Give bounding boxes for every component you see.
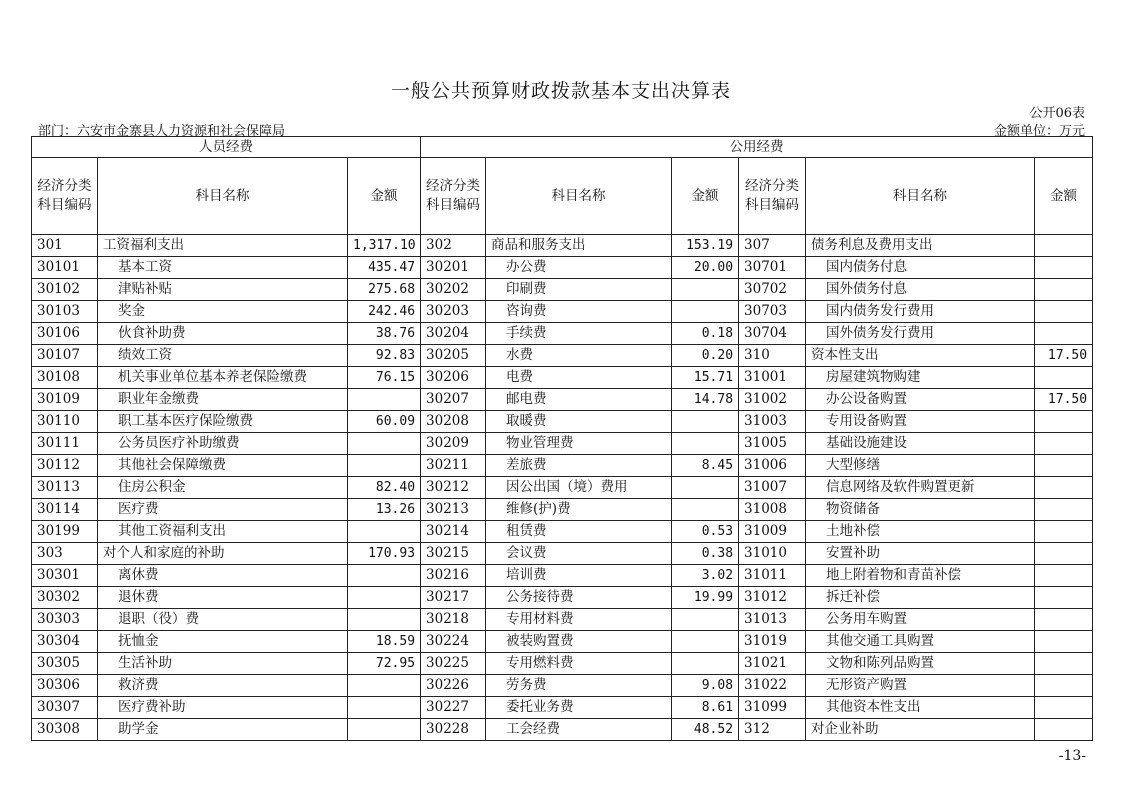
item-name-cell: 房屋建筑物购建 bbox=[806, 367, 1035, 389]
table-body bbox=[32, 235, 1093, 741]
item-name-cell: 被装购置费 bbox=[486, 631, 672, 653]
economic-code-cell: 31013 bbox=[739, 609, 806, 631]
item-name-cell: 办公设备购置 bbox=[806, 389, 1035, 411]
item-name-cell: 退休费 bbox=[98, 587, 348, 609]
economic-code-cell: 31007 bbox=[739, 477, 806, 499]
item-name-cell: 手续费 bbox=[486, 323, 672, 345]
item-name-cell: 维修(护)费 bbox=[486, 499, 672, 521]
table-row bbox=[32, 653, 1093, 675]
economic-code-cell: 30103 bbox=[32, 301, 98, 323]
economic-code-cell: 30106 bbox=[32, 323, 98, 345]
amount-cell bbox=[1035, 565, 1093, 587]
amount-cell bbox=[1035, 609, 1093, 631]
table-row bbox=[32, 587, 1093, 609]
item-name-cell: 咨询费 bbox=[486, 301, 672, 323]
item-name-cell: 租赁费 bbox=[486, 521, 672, 543]
amount-cell bbox=[672, 477, 739, 499]
item-name-cell: 专用燃料费 bbox=[486, 653, 672, 675]
item-name-cell: 公务员医疗补助缴费 bbox=[98, 433, 348, 455]
economic-code-cell: 30227 bbox=[421, 697, 486, 719]
table-row bbox=[32, 697, 1093, 719]
amount-cell bbox=[1035, 675, 1093, 697]
amount-cell bbox=[672, 411, 739, 433]
economic-code-cell: 30208 bbox=[421, 411, 486, 433]
economic-code-cell: 30109 bbox=[32, 389, 98, 411]
amount-cell bbox=[348, 455, 421, 477]
amount-cell: 92.83 bbox=[348, 345, 421, 367]
table-row bbox=[32, 719, 1093, 741]
amount-cell bbox=[1035, 235, 1093, 257]
economic-code-cell: 30204 bbox=[421, 323, 486, 345]
amount-cell bbox=[348, 587, 421, 609]
amount-cell: 15.71 bbox=[672, 367, 739, 389]
amount-cell bbox=[1035, 411, 1093, 433]
item-name-cell: 地上附着物和青苗补偿 bbox=[806, 565, 1035, 587]
amount-cell bbox=[348, 433, 421, 455]
economic-code-cell: 30306 bbox=[32, 675, 98, 697]
amount-cell: 18.59 bbox=[348, 631, 421, 653]
amount-cell bbox=[1035, 279, 1093, 301]
amount-cell: 0.20 bbox=[672, 345, 739, 367]
page-number: -13- bbox=[1058, 748, 1086, 764]
item-name-cell: 会议费 bbox=[486, 543, 672, 565]
table-row bbox=[32, 411, 1093, 433]
amount-cell: 8.45 bbox=[672, 455, 739, 477]
economic-code-cell: 31006 bbox=[739, 455, 806, 477]
item-name-cell: 公务用车购置 bbox=[806, 609, 1035, 631]
amount-cell: 19.99 bbox=[672, 587, 739, 609]
item-name-cell: 其他社会保障缴费 bbox=[98, 455, 348, 477]
item-name-cell: 国内债务付息 bbox=[806, 257, 1035, 279]
table-row bbox=[32, 565, 1093, 587]
economic-code-cell: 30218 bbox=[421, 609, 486, 631]
item-name-cell: 机关事业单位基本养老保险缴费 bbox=[98, 367, 348, 389]
table-row bbox=[32, 345, 1093, 367]
economic-code-cell: 30301 bbox=[32, 565, 98, 587]
table-row bbox=[32, 675, 1093, 697]
economic-code-cell: 30228 bbox=[421, 719, 486, 741]
amount-cell bbox=[672, 653, 739, 675]
item-name-cell: 因公出国（境）费用 bbox=[486, 477, 672, 499]
economic-code-cell: 30113 bbox=[32, 477, 98, 499]
economic-code-cell: 30101 bbox=[32, 257, 98, 279]
economic-code-cell: 30213 bbox=[421, 499, 486, 521]
economic-code-cell: 30114 bbox=[32, 499, 98, 521]
item-name-cell: 邮电费 bbox=[486, 389, 672, 411]
economic-code-cell: 30110 bbox=[32, 411, 98, 433]
amount-cell bbox=[348, 565, 421, 587]
name-column-header: 科目名称 bbox=[806, 158, 1035, 235]
amount-cell: 17.50 bbox=[1035, 389, 1093, 411]
item-name-cell: 助学金 bbox=[98, 719, 348, 741]
item-name-cell: 基础设施建设 bbox=[806, 433, 1035, 455]
item-name-cell: 工会经费 bbox=[486, 719, 672, 741]
amount-cell bbox=[672, 433, 739, 455]
economic-code-cell: 30214 bbox=[421, 521, 486, 543]
amount-cell: 20.00 bbox=[672, 257, 739, 279]
amount-column-header: 金额 bbox=[348, 158, 421, 235]
economic-code-cell: 31019 bbox=[739, 631, 806, 653]
column-header-row bbox=[32, 158, 1093, 235]
amount-cell bbox=[1035, 521, 1093, 543]
economic-code-cell: 30215 bbox=[421, 543, 486, 565]
amount-cell: 8.61 bbox=[672, 697, 739, 719]
amount-cell: 242.46 bbox=[348, 301, 421, 323]
economic-code-cell: 30111 bbox=[32, 433, 98, 455]
economic-code-cell: 30704 bbox=[739, 323, 806, 345]
amount-cell bbox=[672, 301, 739, 323]
item-name-cell: 奖金 bbox=[98, 301, 348, 323]
amount-cell bbox=[1035, 455, 1093, 477]
item-name-cell: 印刷费 bbox=[486, 279, 672, 301]
item-name-cell: 基本工资 bbox=[98, 257, 348, 279]
item-name-cell: 文物和陈列品购置 bbox=[806, 653, 1035, 675]
economic-code-cell: 303 bbox=[32, 543, 98, 565]
page-title: 一般公共预算财政拨款基本支出决算表 bbox=[390, 80, 731, 102]
table-row bbox=[32, 455, 1093, 477]
amount-cell: 0.38 bbox=[672, 543, 739, 565]
economic-code-cell: 30211 bbox=[421, 455, 486, 477]
item-name-cell: 其他工资福利支出 bbox=[98, 521, 348, 543]
item-name-cell: 信息网络及软件购置更新 bbox=[806, 477, 1035, 499]
item-name-cell: 资本性支出 bbox=[806, 345, 1035, 367]
table-row bbox=[32, 279, 1093, 301]
table-row bbox=[32, 235, 1093, 257]
item-name-cell: 对个人和家庭的补助 bbox=[98, 543, 348, 565]
amount-cell bbox=[1035, 433, 1093, 455]
department-label: 部门：六安市金寨县人力资源和社会保障局 bbox=[38, 124, 286, 139]
economic-code-cell: 30203 bbox=[421, 301, 486, 323]
amount-unit-label: 金额单位：万元 bbox=[993, 124, 1085, 139]
economic-code-cell: 30217 bbox=[421, 587, 486, 609]
item-name-cell: 工资福利支出 bbox=[98, 235, 348, 257]
amount-cell: 38.76 bbox=[348, 323, 421, 345]
amount-cell: 275.68 bbox=[348, 279, 421, 301]
amount-cell bbox=[348, 521, 421, 543]
item-name-cell: 专用设备购置 bbox=[806, 411, 1035, 433]
personnel-group-header: 人员经费 bbox=[32, 137, 421, 158]
item-name-cell: 离休费 bbox=[98, 565, 348, 587]
amount-cell bbox=[672, 631, 739, 653]
economic-code-cell: 30205 bbox=[421, 345, 486, 367]
economic-code-cell: 30107 bbox=[32, 345, 98, 367]
item-name-cell: 抚恤金 bbox=[98, 631, 348, 653]
economic-code-cell: 31010 bbox=[739, 543, 806, 565]
amount-cell bbox=[1035, 323, 1093, 345]
amount-cell bbox=[1035, 477, 1093, 499]
item-name-cell: 津贴补贴 bbox=[98, 279, 348, 301]
item-name-cell: 债务利息及费用支出 bbox=[806, 235, 1035, 257]
amount-cell bbox=[1035, 543, 1093, 565]
item-name-cell: 职工基本医疗保险缴费 bbox=[98, 411, 348, 433]
item-name-cell: 公务接待费 bbox=[486, 587, 672, 609]
form-number: 公开06表 bbox=[1029, 106, 1085, 121]
item-name-cell: 培训费 bbox=[486, 565, 672, 587]
public-group-header: 公用经费 bbox=[421, 137, 1093, 158]
economic-code-cell: 31001 bbox=[739, 367, 806, 389]
economic-code-cell: 30303 bbox=[32, 609, 98, 631]
economic-code-cell: 30199 bbox=[32, 521, 98, 543]
economic-code-cell: 30206 bbox=[421, 367, 486, 389]
item-name-cell: 电费 bbox=[486, 367, 672, 389]
economic-code-cell: 31002 bbox=[739, 389, 806, 411]
item-name-cell: 伙食补助费 bbox=[98, 323, 348, 345]
economic-code-cell: 30703 bbox=[739, 301, 806, 323]
item-name-cell: 取暖费 bbox=[486, 411, 672, 433]
table-row bbox=[32, 543, 1093, 565]
item-name-cell: 办公费 bbox=[486, 257, 672, 279]
amount-cell bbox=[348, 389, 421, 411]
economic-code-cell: 30305 bbox=[32, 653, 98, 675]
amount-cell: 170.93 bbox=[348, 543, 421, 565]
amount-cell: 0.53 bbox=[672, 521, 739, 543]
item-name-cell: 职业年金缴费 bbox=[98, 389, 348, 411]
item-name-cell: 住房公积金 bbox=[98, 477, 348, 499]
amount-cell bbox=[1035, 587, 1093, 609]
item-name-cell: 对企业补助 bbox=[806, 719, 1035, 741]
amount-cell bbox=[348, 609, 421, 631]
economic-code-cell: 30108 bbox=[32, 367, 98, 389]
economic-code-cell: 312 bbox=[739, 719, 806, 741]
item-name-cell: 差旅费 bbox=[486, 455, 672, 477]
name-column-header: 科目名称 bbox=[98, 158, 348, 235]
item-name-cell: 国外债务发行费用 bbox=[806, 323, 1035, 345]
economic-code-cell: 30207 bbox=[421, 389, 486, 411]
amount-cell bbox=[348, 697, 421, 719]
item-name-cell: 拆迁补偿 bbox=[806, 587, 1035, 609]
amount-cell: 0.18 bbox=[672, 323, 739, 345]
economic-code-cell: 30201 bbox=[421, 257, 486, 279]
item-name-cell: 国内债务发行费用 bbox=[806, 301, 1035, 323]
item-name-cell: 商品和服务支出 bbox=[486, 235, 672, 257]
table-row bbox=[32, 367, 1093, 389]
amount-cell bbox=[672, 609, 739, 631]
item-name-cell: 劳务费 bbox=[486, 675, 672, 697]
amount-cell bbox=[1035, 499, 1093, 521]
amount-column-header: 金额 bbox=[672, 158, 739, 235]
table-row bbox=[32, 389, 1093, 411]
amount-cell: 76.15 bbox=[348, 367, 421, 389]
amount-cell bbox=[672, 279, 739, 301]
amount-column-header: 金额 bbox=[1035, 158, 1093, 235]
amount-cell: 17.50 bbox=[1035, 345, 1093, 367]
economic-code-cell: 31099 bbox=[739, 697, 806, 719]
item-name-cell: 物业管理费 bbox=[486, 433, 672, 455]
economic-code-cell: 30224 bbox=[421, 631, 486, 653]
economic-code-cell: 30216 bbox=[421, 565, 486, 587]
economic-code-cell: 31012 bbox=[739, 587, 806, 609]
economic-code-cell: 30702 bbox=[739, 279, 806, 301]
economic-code-cell: 31011 bbox=[739, 565, 806, 587]
table-row bbox=[32, 323, 1093, 345]
item-name-cell: 土地补偿 bbox=[806, 521, 1035, 543]
amount-cell bbox=[1035, 719, 1093, 741]
code-column-header: 经济分类科目编码 bbox=[421, 158, 486, 235]
amount-cell: 435.47 bbox=[348, 257, 421, 279]
table-row bbox=[32, 609, 1093, 631]
amount-cell bbox=[672, 499, 739, 521]
table-row bbox=[32, 301, 1093, 323]
economic-code-cell: 30202 bbox=[421, 279, 486, 301]
item-name-cell: 委托业务费 bbox=[486, 697, 672, 719]
economic-code-cell: 310 bbox=[739, 345, 806, 367]
table-row bbox=[32, 521, 1093, 543]
amount-cell: 14.78 bbox=[672, 389, 739, 411]
economic-code-cell: 31003 bbox=[739, 411, 806, 433]
name-column-header: 科目名称 bbox=[486, 158, 672, 235]
group-header-row bbox=[32, 137, 1093, 158]
economic-code-cell: 302 bbox=[421, 235, 486, 257]
item-name-cell: 退职（役）费 bbox=[98, 609, 348, 631]
amount-cell bbox=[348, 719, 421, 741]
economic-code-cell: 31005 bbox=[739, 433, 806, 455]
item-name-cell: 国外债务付息 bbox=[806, 279, 1035, 301]
table-row bbox=[32, 631, 1093, 653]
amount-cell bbox=[348, 675, 421, 697]
amount-cell bbox=[1035, 697, 1093, 719]
item-name-cell: 绩效工资 bbox=[98, 345, 348, 367]
economic-code-cell: 31008 bbox=[739, 499, 806, 521]
amount-cell: 60.09 bbox=[348, 411, 421, 433]
item-name-cell: 无形资产购置 bbox=[806, 675, 1035, 697]
item-name-cell: 医疗费 bbox=[98, 499, 348, 521]
item-name-cell: 大型修缮 bbox=[806, 455, 1035, 477]
table-row bbox=[32, 433, 1093, 455]
amount-cell: 82.40 bbox=[348, 477, 421, 499]
amount-cell: 9.08 bbox=[672, 675, 739, 697]
amount-cell bbox=[1035, 653, 1093, 675]
economic-code-cell: 31021 bbox=[739, 653, 806, 675]
amount-cell bbox=[1035, 257, 1093, 279]
economic-code-cell: 30209 bbox=[421, 433, 486, 455]
item-name-cell: 医疗费补助 bbox=[98, 697, 348, 719]
economic-code-cell: 30225 bbox=[421, 653, 486, 675]
amount-cell bbox=[1035, 367, 1093, 389]
economic-code-cell: 31022 bbox=[739, 675, 806, 697]
item-name-cell: 安置补助 bbox=[806, 543, 1035, 565]
economic-code-cell: 30112 bbox=[32, 455, 98, 477]
item-name-cell: 其他交通工具购置 bbox=[806, 631, 1035, 653]
item-name-cell: 物资储备 bbox=[806, 499, 1035, 521]
amount-cell: 153.19 bbox=[672, 235, 739, 257]
amount-cell: 3.02 bbox=[672, 565, 739, 587]
amount-cell: 48.52 bbox=[672, 719, 739, 741]
amount-cell: 1,317.10 bbox=[348, 235, 421, 257]
amount-cell: 13.26 bbox=[348, 499, 421, 521]
code-column-header: 经济分类科目编码 bbox=[32, 158, 98, 235]
table-row bbox=[32, 257, 1093, 279]
economic-code-cell: 30102 bbox=[32, 279, 98, 301]
economic-code-cell: 30304 bbox=[32, 631, 98, 653]
economic-code-cell: 30226 bbox=[421, 675, 486, 697]
item-name-cell: 生活补助 bbox=[98, 653, 348, 675]
item-name-cell: 救济费 bbox=[98, 675, 348, 697]
economic-code-cell: 30307 bbox=[32, 697, 98, 719]
economic-code-cell: 307 bbox=[739, 235, 806, 257]
economic-code-cell: 31009 bbox=[739, 521, 806, 543]
item-name-cell: 其他资本性支出 bbox=[806, 697, 1035, 719]
expenditure-table bbox=[31, 136, 1093, 741]
amount-cell bbox=[1035, 301, 1093, 323]
economic-code-cell: 30308 bbox=[32, 719, 98, 741]
item-name-cell: 水费 bbox=[486, 345, 672, 367]
code-column-header: 经济分类科目编码 bbox=[739, 158, 806, 235]
economic-code-cell: 301 bbox=[32, 235, 98, 257]
economic-code-cell: 30212 bbox=[421, 477, 486, 499]
table-row bbox=[32, 499, 1093, 521]
item-name-cell: 专用材料费 bbox=[486, 609, 672, 631]
amount-cell bbox=[1035, 631, 1093, 653]
table-row bbox=[32, 477, 1093, 499]
economic-code-cell: 30302 bbox=[32, 587, 98, 609]
amount-cell: 72.95 bbox=[348, 653, 421, 675]
economic-code-cell: 30701 bbox=[739, 257, 806, 279]
